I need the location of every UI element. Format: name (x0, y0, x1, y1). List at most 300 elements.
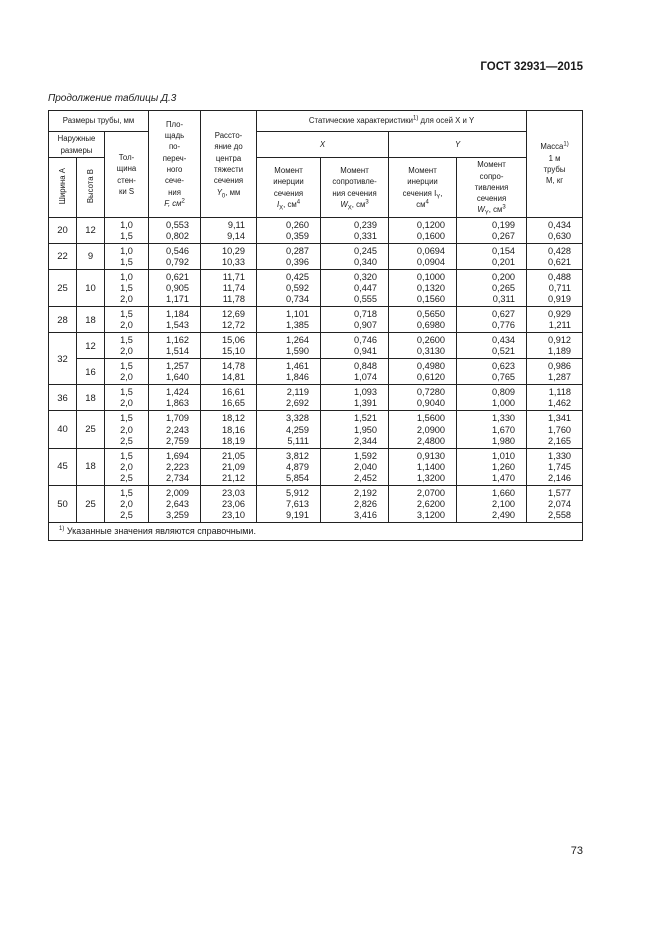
width-a-header: Ширина A (49, 158, 77, 218)
axis-x-header: X (257, 132, 389, 158)
cell-value: 1,010 (492, 450, 516, 461)
cell-value: 1,980 (492, 435, 516, 446)
cell-value: 0,200 (492, 272, 516, 283)
cell-value: 2,0 (120, 320, 133, 331)
s-cell (105, 359, 149, 385)
header-unit-line: $Y_0$, мм (216, 187, 241, 200)
wx-cell (321, 385, 389, 411)
cell-value: 1,5 (120, 450, 133, 461)
properties-table (48, 110, 583, 541)
cell-value: 0,553 (166, 220, 190, 230)
m-cell (527, 411, 583, 448)
cell-value: 2,146 (548, 472, 572, 483)
header-text-line: M, кг (546, 176, 564, 186)
cell-value: 3,259 (166, 509, 190, 520)
cell-value: 0,627 (492, 309, 516, 320)
cell-value: 2,040 (354, 461, 378, 472)
m-cell (527, 244, 583, 270)
cell-value: 1,391 (354, 398, 378, 409)
cell-value: 0,260 (286, 220, 310, 230)
cell-value: 0,311 (492, 294, 516, 305)
cell-value: 0,1600 (416, 231, 446, 242)
cell-value: 0,630 (548, 231, 572, 242)
wy-cell (457, 448, 527, 485)
height-b-cell: 12 (77, 333, 105, 359)
cell-value: 1,000 (492, 398, 516, 409)
cell-value: 11,74 (222, 283, 246, 294)
cell-value: 1,577 (548, 487, 572, 498)
s-cell (105, 307, 149, 333)
m-cell (527, 218, 583, 244)
cell-value: 1,341 (548, 413, 572, 424)
f-cell (149, 359, 201, 385)
outer-sizes-header: Наружные размеры (49, 132, 105, 158)
cell-value: 0,621 (548, 257, 572, 268)
ix-cell (257, 218, 321, 244)
cell-value: 1,424 (166, 387, 190, 398)
f-cell (149, 385, 201, 411)
cell-value: 0,3130 (416, 346, 446, 357)
cell-value: 2,734 (166, 472, 190, 483)
cell-value: 1,694 (166, 450, 190, 461)
cell-value: 0,265 (492, 283, 516, 294)
cell-value: 0,201 (492, 257, 516, 268)
cell-value: 2,074 (548, 498, 572, 509)
iy-cell (389, 385, 457, 411)
cell-value: 1,5 (120, 361, 133, 372)
cell-value: 0,734 (286, 294, 310, 305)
cell-value: 1,461 (286, 361, 310, 372)
document-code: ГОСТ 32931—2015 (480, 61, 583, 73)
cell-value: 0,428 (548, 246, 572, 257)
wx-cell (321, 218, 389, 244)
header-text-line: сечения (273, 188, 304, 198)
s-cell (105, 218, 149, 244)
cell-value: 9,191 (286, 509, 310, 520)
header-text-line: Рассто- (214, 131, 243, 141)
width-a-cell: 32 (49, 333, 77, 385)
y0-cell (201, 270, 257, 307)
cell-value: 0,802 (166, 231, 190, 242)
header-text-line: Пло- (165, 119, 184, 129)
wx-cell (321, 448, 389, 485)
wall-thickness-header (105, 132, 149, 218)
f-cell (149, 333, 201, 359)
cell-value: 1,385 (286, 320, 310, 331)
cell-value: 1,101 (286, 309, 310, 320)
cell-value: 0,2600 (416, 335, 446, 346)
header-text-line: сопро- (479, 171, 504, 181)
cell-value: 0,555 (354, 294, 378, 305)
cell-value: 21,09 (222, 461, 246, 472)
wy-cell (457, 307, 527, 333)
table-row (49, 485, 583, 522)
cell-value: 0,746 (354, 335, 378, 346)
table-caption: Продолжение таблицы Д.3 (48, 93, 177, 104)
cell-value: 0,447 (354, 283, 378, 294)
header-text-line: инерции (273, 177, 304, 187)
y0-cell (201, 485, 257, 522)
wx-cell (321, 270, 389, 307)
cell-value: 3,328 (286, 413, 310, 424)
cell-value: 0,912 (548, 335, 572, 346)
cell-value: 5,912 (286, 487, 310, 498)
header-text-line: переч- (162, 153, 187, 163)
m-cell (527, 448, 583, 485)
cell-value: 5,111 (287, 435, 310, 446)
table-row (49, 270, 583, 307)
cell-value: 1,0 (120, 246, 133, 257)
f-cell (149, 218, 201, 244)
ix-cell (257, 270, 321, 307)
iy-header (389, 158, 457, 218)
cell-value: 23,10 (222, 509, 246, 520)
cell-value: 2,6200 (416, 498, 446, 509)
cell-value: 0,0694 (416, 246, 446, 257)
ix-cell (257, 385, 321, 411)
header-text-line: тяжести (213, 165, 244, 174)
cell-value: 1,745 (548, 461, 572, 472)
cell-value: 1,0 (120, 272, 133, 283)
cell-value: 1,5 (120, 283, 133, 294)
y0-cell (201, 307, 257, 333)
cell-value: 0,941 (354, 346, 378, 357)
cell-value: 0,7280 (416, 387, 446, 398)
f-cell (149, 485, 201, 522)
header-text-line: Тол- (118, 152, 135, 162)
s-cell (105, 385, 149, 411)
s-cell (105, 333, 149, 359)
cell-value: 1,462 (548, 398, 572, 409)
cell-value: 1,709 (166, 413, 190, 424)
m-cell (527, 485, 583, 522)
s-cell (105, 411, 149, 448)
cell-value: 0,765 (492, 372, 516, 383)
header-unit-line: сечения $I_Y$, (402, 188, 443, 201)
wy-cell (457, 244, 527, 270)
width-a-cell: 20 (49, 218, 77, 244)
cell-value: 0,5650 (416, 309, 446, 320)
cell-value: 12,72 (222, 320, 246, 331)
cell-value: 2,5 (120, 435, 133, 446)
cell-value: 1,950 (354, 424, 378, 435)
ix-cell (257, 333, 321, 359)
wx-cell (321, 485, 389, 522)
cell-value: 10,29 (222, 246, 246, 257)
header-text-line: сечения (476, 194, 507, 204)
iy-cell (389, 244, 457, 270)
width-a-cell: 45 (49, 448, 77, 485)
y0-cell (201, 244, 257, 270)
axis-y-header: Y (389, 132, 527, 158)
cell-value: 0,6120 (416, 372, 446, 383)
wy-cell (457, 218, 527, 244)
cell-value: 1,3200 (416, 472, 446, 483)
cell-value: 0,907 (354, 320, 378, 331)
cell-value: 15,10 (222, 346, 246, 357)
header-text-line: трубы (543, 165, 566, 174)
cell-value: 0,905 (166, 283, 190, 294)
wx-cell (321, 307, 389, 333)
cell-value: 16,61 (222, 387, 246, 398)
cell-value: 1,592 (354, 450, 378, 461)
cell-value: 2,826 (354, 498, 378, 509)
height-b-cell: 18 (77, 385, 105, 411)
height-b-header: Высота B (77, 158, 105, 218)
cell-value: 2,692 (286, 398, 310, 409)
table-row (49, 244, 583, 270)
width-a-cell: 40 (49, 411, 77, 448)
cell-value: 23,03 (222, 487, 246, 498)
cell-value: 0,245 (354, 246, 378, 257)
cell-value: 0,425 (286, 272, 310, 283)
cell-value: 2,0700 (416, 487, 446, 498)
cell-value: 14,78 (222, 361, 246, 372)
cell-value: 1,264 (286, 335, 310, 346)
m-cell (527, 333, 583, 359)
s-cell (105, 270, 149, 307)
y0-cell (201, 385, 257, 411)
static-characteristics-header: Статические характеристики$^{1)}$ для осей X и Y (257, 111, 527, 132)
cell-value: 2,009 (166, 487, 190, 498)
ix-cell (257, 359, 321, 385)
header-text-line: сопротивле- (332, 177, 377, 187)
header-text-line: Момент (408, 165, 437, 175)
cell-value: 1,640 (166, 372, 190, 383)
cell-value: 9,11 (227, 220, 246, 230)
y0-cell (201, 218, 257, 244)
cell-value: 7,613 (286, 498, 310, 509)
cell-value: 11,78 (222, 294, 246, 305)
iy-cell (389, 411, 457, 448)
iy-cell (389, 359, 457, 385)
footnote: $^{1)}$ Указанные значения являются справочными. (49, 522, 583, 540)
header-text-line: ния (168, 187, 181, 197)
f-cell (149, 244, 201, 270)
header-text-line: ки S (118, 186, 135, 196)
cell-value: 0,434 (548, 220, 572, 230)
table-body (49, 218, 583, 523)
cell-value: 1,5 (120, 231, 133, 242)
cell-value: 1,5 (120, 413, 133, 424)
wy-cell (457, 411, 527, 448)
cell-value: 1,257 (166, 361, 190, 372)
cell-value: 1,670 (492, 424, 516, 435)
cell-value: 0,396 (286, 257, 310, 268)
cell-value: 0,623 (492, 361, 516, 372)
header-text-line: центра (215, 153, 242, 163)
cell-value: 16,65 (222, 398, 246, 409)
cell-value: 1,260 (492, 461, 516, 472)
wy-cell (457, 385, 527, 411)
wy-cell (457, 485, 527, 522)
m-cell (527, 307, 583, 333)
cell-value: 0,776 (492, 320, 516, 331)
width-a-cell: 36 (49, 385, 77, 411)
cell-value: 1,5 (120, 387, 133, 398)
cell-value: 1,184 (166, 309, 190, 320)
iy-cell (389, 307, 457, 333)
y0-cell (201, 359, 257, 385)
cell-value: 21,12 (222, 472, 246, 483)
height-b-cell: 18 (77, 448, 105, 485)
cell-value: 1,189 (548, 346, 572, 357)
header-text-line: тивления (474, 182, 509, 192)
s-cell (105, 485, 149, 522)
cell-value: 2,0 (120, 346, 133, 357)
cell-value: 0,331 (354, 231, 378, 242)
cell-value: 15,06 (222, 335, 246, 346)
cell-value: 2,344 (354, 435, 378, 446)
header-text-line: стен- (117, 175, 136, 185)
cell-value: 0,792 (166, 257, 190, 268)
cell-value: 2,558 (548, 509, 572, 520)
cell-value: 2,490 (492, 509, 516, 520)
cell-value: 4,879 (286, 461, 310, 472)
cell-value: 18,12 (222, 413, 246, 424)
header-text-line: 1 м (548, 153, 561, 163)
cell-value: 2,100 (492, 498, 516, 509)
cell-value: 1,211 (548, 320, 572, 331)
cell-value: 12,69 (222, 309, 246, 320)
cell-value: 5,854 (286, 472, 310, 483)
cell-value: 0,9130 (416, 450, 446, 461)
cell-value: 3,416 (354, 509, 378, 520)
header-text-line: Момент (274, 165, 303, 175)
cell-value: 1,118 (548, 387, 572, 398)
cell-value: 0,488 (548, 272, 572, 283)
wx-header (321, 158, 389, 218)
ix-cell (257, 244, 321, 270)
cell-value: 0,621 (166, 272, 190, 283)
area-header (149, 111, 201, 218)
cell-value: 1,5 (120, 309, 133, 320)
cell-value: 2,5 (120, 509, 133, 520)
wy-cell (457, 333, 527, 359)
header-text-line: яние до (214, 142, 243, 152)
cell-value: 1,5 (120, 335, 133, 346)
cell-value: 0,4980 (416, 361, 446, 372)
table-row (49, 333, 583, 359)
cell-value: 1,863 (166, 398, 190, 409)
f-cell (149, 448, 201, 485)
cell-value: 1,760 (548, 424, 572, 435)
cell-value: 0,0904 (416, 257, 446, 268)
cell-value: 2,0 (120, 398, 133, 409)
f-cell (149, 411, 201, 448)
cell-value: 0,359 (286, 231, 310, 242)
centroid-header (201, 111, 257, 218)
cell-value: 2,0 (120, 498, 133, 509)
table-row (49, 411, 583, 448)
cell-value: 1,660 (492, 487, 516, 498)
cell-value: 1,590 (286, 346, 310, 357)
cell-value: 0,592 (286, 283, 310, 294)
width-a-cell: 22 (49, 244, 77, 270)
header-text-line: щадь (164, 131, 185, 141)
table-row (49, 448, 583, 485)
height-b-cell: 16 (77, 359, 105, 385)
header-text-line: Момент (477, 160, 506, 170)
cell-value: 0,848 (354, 361, 378, 372)
cell-value: 2,243 (166, 424, 190, 435)
cell-value: 0,1320 (416, 283, 446, 294)
cell-value: 2,4800 (416, 435, 446, 446)
wy-cell (457, 359, 527, 385)
cell-value: 2,0 (120, 424, 133, 435)
height-b-cell: 9 (77, 244, 105, 270)
cell-value: 0,919 (548, 294, 572, 305)
header-text-line: Момент (340, 165, 369, 175)
ix-header (257, 158, 321, 218)
page-number: 73 (570, 845, 583, 857)
y0-cell (201, 448, 257, 485)
cell-value: 0,9040 (416, 398, 446, 409)
y0-cell (201, 333, 257, 359)
wx-cell (321, 333, 389, 359)
cell-value: 0,718 (354, 309, 378, 320)
width-a-cell: 28 (49, 307, 77, 333)
cell-value: 3,1200 (416, 509, 446, 520)
y0-cell (201, 411, 257, 448)
cell-value: 2,0 (120, 461, 133, 472)
cell-value: 1,162 (166, 335, 190, 346)
cell-value: 1,514 (166, 346, 190, 357)
cell-value: 10,33 (222, 257, 246, 268)
width-a-cell: 25 (49, 270, 77, 307)
m-cell (527, 385, 583, 411)
cell-value: 0,1000 (416, 272, 446, 283)
cell-value: 2,0900 (416, 424, 446, 435)
cell-value: 0,1560 (416, 294, 446, 305)
header-unit-line: $W_X$, $см^3$ (340, 199, 369, 212)
ix-cell (257, 448, 321, 485)
cell-value: 4,259 (286, 424, 310, 435)
ix-cell (257, 485, 321, 522)
f-cell (149, 307, 201, 333)
cell-value: 2,119 (286, 387, 310, 398)
mass-header (527, 111, 583, 218)
ix-cell (257, 411, 321, 448)
header-text-line: ния сечения (332, 188, 377, 198)
cell-value: 0,154 (492, 246, 516, 257)
wy-cell (457, 270, 527, 307)
cell-value: 0,320 (354, 272, 378, 283)
cell-value: 0,929 (548, 309, 572, 320)
table-header (49, 111, 583, 218)
header-text-line: инерции (407, 177, 438, 187)
f-cell (149, 270, 201, 307)
cell-value: 11,71 (222, 272, 246, 283)
header-text-line: ного (166, 165, 183, 174)
header-text-line: по- (168, 142, 181, 152)
iy-cell (389, 448, 457, 485)
cell-value: 23,06 (222, 498, 246, 509)
cell-value: 2,452 (354, 472, 378, 483)
m-cell (527, 359, 583, 385)
iy-cell (389, 485, 457, 522)
cell-value: 18,19 (222, 435, 246, 446)
cell-value: 21,05 (222, 450, 246, 461)
cell-value: 0,267 (492, 231, 516, 242)
pipe-sizes-header: Размеры трубы, мм (49, 111, 149, 132)
header-unit-line: Масса$^{1)}$ (540, 141, 569, 152)
height-b-cell: 25 (77, 485, 105, 522)
cell-value: 18,16 (222, 424, 246, 435)
header-text-line: щина (116, 164, 137, 174)
cell-value: 0,711 (548, 283, 572, 294)
cell-value: 2,192 (354, 487, 378, 498)
